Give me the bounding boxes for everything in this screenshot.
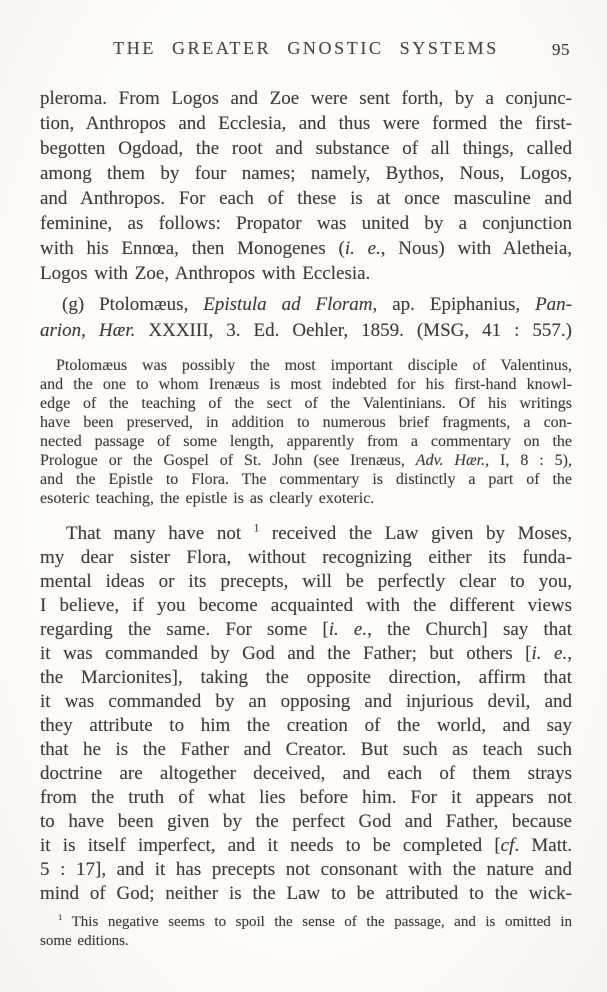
text-line [40, 292, 572, 318]
text-run: some editions. [40, 933, 129, 949]
paragraph-epistle-quotation [40, 522, 572, 906]
text-run: feminine, as follows: Propator was united by a conjunction [40, 213, 572, 234]
text-line [40, 261, 572, 286]
text-block [40, 86, 572, 951]
text-run: from the truth of what lies before him. For it appears not [40, 787, 572, 808]
text-line [40, 913, 572, 932]
text-run: i. e. [531, 643, 568, 664]
text-run: 1 [253, 522, 260, 535]
text-line [40, 570, 572, 594]
text-line [40, 762, 572, 786]
text-run: arion, Hær. [40, 320, 136, 341]
text-run: and the one to whom Irenæus is most indebted for his first-hand knowl- [40, 376, 572, 393]
text-line [40, 810, 572, 834]
text-line [40, 489, 572, 508]
text-run: 1 [58, 912, 63, 922]
text-run: cf [500, 835, 515, 856]
text-run: , Nous) with Aletheia, [380, 238, 573, 259]
running-title: THE GREATER GNOSTIC SYSTEMS [113, 38, 499, 58]
page-header [40, 38, 572, 64]
text-run: with his Ennœa, then Monogenes ( [40, 238, 345, 259]
text-run: that he is the Father and Creator. But such as teach such [40, 739, 572, 760]
text-run: regarding the same. For some [ [40, 619, 329, 640]
text-run: nected passage of some length, apparently from a commentary on the [40, 433, 572, 450]
text-run: 5 : 17], and it has precepts not consonant with the nature and [40, 859, 572, 880]
text-run: Adv. Hær. [415, 452, 486, 469]
text-line [40, 618, 572, 642]
text-line [40, 714, 572, 738]
text-run: edge of the teaching of the sect of the Valentinians. Of his writings [40, 395, 572, 412]
text-line [40, 470, 572, 489]
paragraph-citation-ptolomaeus [40, 292, 572, 344]
text-run: (g) Ptolomæus, [62, 294, 204, 315]
text-run: i. e. [328, 619, 368, 640]
text-run: and the Epistle to Flora. The commentary is distinctly a part of the [40, 471, 572, 488]
text-line [40, 594, 572, 618]
text-run: Ptolomæus was possibly the most important disciple of Valentinus, [56, 357, 572, 374]
text-line [40, 211, 572, 236]
page-number: 95 [552, 40, 570, 59]
text-run: That many have not [66, 523, 254, 544]
text-run: Epistula ad Floram [203, 294, 373, 315]
text-run: mental ideas or its precepts, will be perfectly clear to you, [40, 571, 572, 592]
text-run: pleroma. From Logos and Zoe were sent forth, by a conjunc- [40, 88, 572, 109]
text-line [40, 375, 572, 394]
text-run: i. e. [344, 238, 381, 259]
paragraph-editorial-note [40, 356, 572, 508]
text-run: , ap. Epiphanius, [372, 294, 536, 315]
text-run: This negative seems to spoil the sense of the passage, and is omitted in [62, 914, 572, 930]
text-line [40, 834, 572, 858]
text-line [40, 666, 572, 690]
text-run: they attribute to him the creation of the world, and say [40, 715, 572, 736]
text-run: esoteric teaching, the epistle is as clearly exoteric. [40, 490, 375, 507]
text-run: tion, Anthropos and Ecclesia, and thus were formed the first- [40, 113, 572, 134]
text-line [40, 161, 572, 186]
text-line [40, 522, 572, 546]
text-run: , I, 8 : 5), [485, 452, 572, 469]
text-run: , [567, 643, 572, 664]
text-run: received the Law given by Moses, [259, 523, 572, 544]
text-line [40, 690, 572, 714]
text-line [40, 136, 572, 161]
text-line [40, 786, 572, 810]
text-run: Logos with Zoe, Anthropos with Ecclesia. [40, 263, 371, 284]
text-line [40, 186, 572, 211]
text-run: the Marcionites], taking the opposite direction, affirm that [40, 667, 572, 688]
text-run: have been preserved, in addition to numerous brief fragments, a con- [40, 414, 572, 431]
text-run: it is itself imperfect, and it needs to be completed [ [40, 835, 501, 856]
text-line [40, 432, 572, 451]
text-line [40, 858, 572, 882]
footnote [40, 913, 572, 951]
text-run: I believe, if you become acquainted with the different views [40, 595, 572, 616]
text-run: mind of God; neither is the Law to be attributed to the wick- [40, 883, 572, 904]
text-run: doctrine are altogether deceived, and each of them strays [40, 763, 572, 784]
text-run: to have been given by the perfect God and Father, because [40, 811, 572, 832]
text-line [40, 394, 572, 413]
text-line [40, 236, 572, 261]
text-line [40, 738, 572, 762]
text-line [40, 882, 572, 906]
text-run: and Anthropos. For each of these is at once masculine and [40, 188, 572, 209]
text-run: Prologue or the Gospel of St. John (see Irenæus, [40, 452, 416, 469]
text-line [40, 451, 572, 470]
paragraph-pleroma-continuation [40, 86, 572, 286]
text-run: Pan- [535, 294, 572, 315]
text-line [40, 318, 572, 344]
text-line [40, 413, 572, 432]
text-run: , the Church] say that [367, 619, 572, 640]
text-run: my dear sister Flora, without recognizing either its funda- [40, 547, 572, 568]
text-run: among them by four names; namely, Bythos, Nous, Logos, [40, 163, 572, 184]
text-line [40, 642, 572, 666]
text-line [40, 111, 572, 136]
text-run: XXXIII, 3. Ed. Oehler, 1859. (MSG, 41 : 557.) [135, 320, 572, 341]
text-line [40, 356, 572, 375]
text-run: begotten Ogdoad, the root and substance of all things, called [40, 138, 572, 159]
text-line [40, 932, 572, 951]
text-run: it was commanded by God and the Father; but others [ [40, 643, 532, 664]
text-line [40, 546, 572, 570]
text-line [40, 86, 572, 111]
text-run: . Matt. [514, 835, 573, 856]
text-run: it was commanded by an opposing and injurious devil, and [40, 691, 572, 712]
